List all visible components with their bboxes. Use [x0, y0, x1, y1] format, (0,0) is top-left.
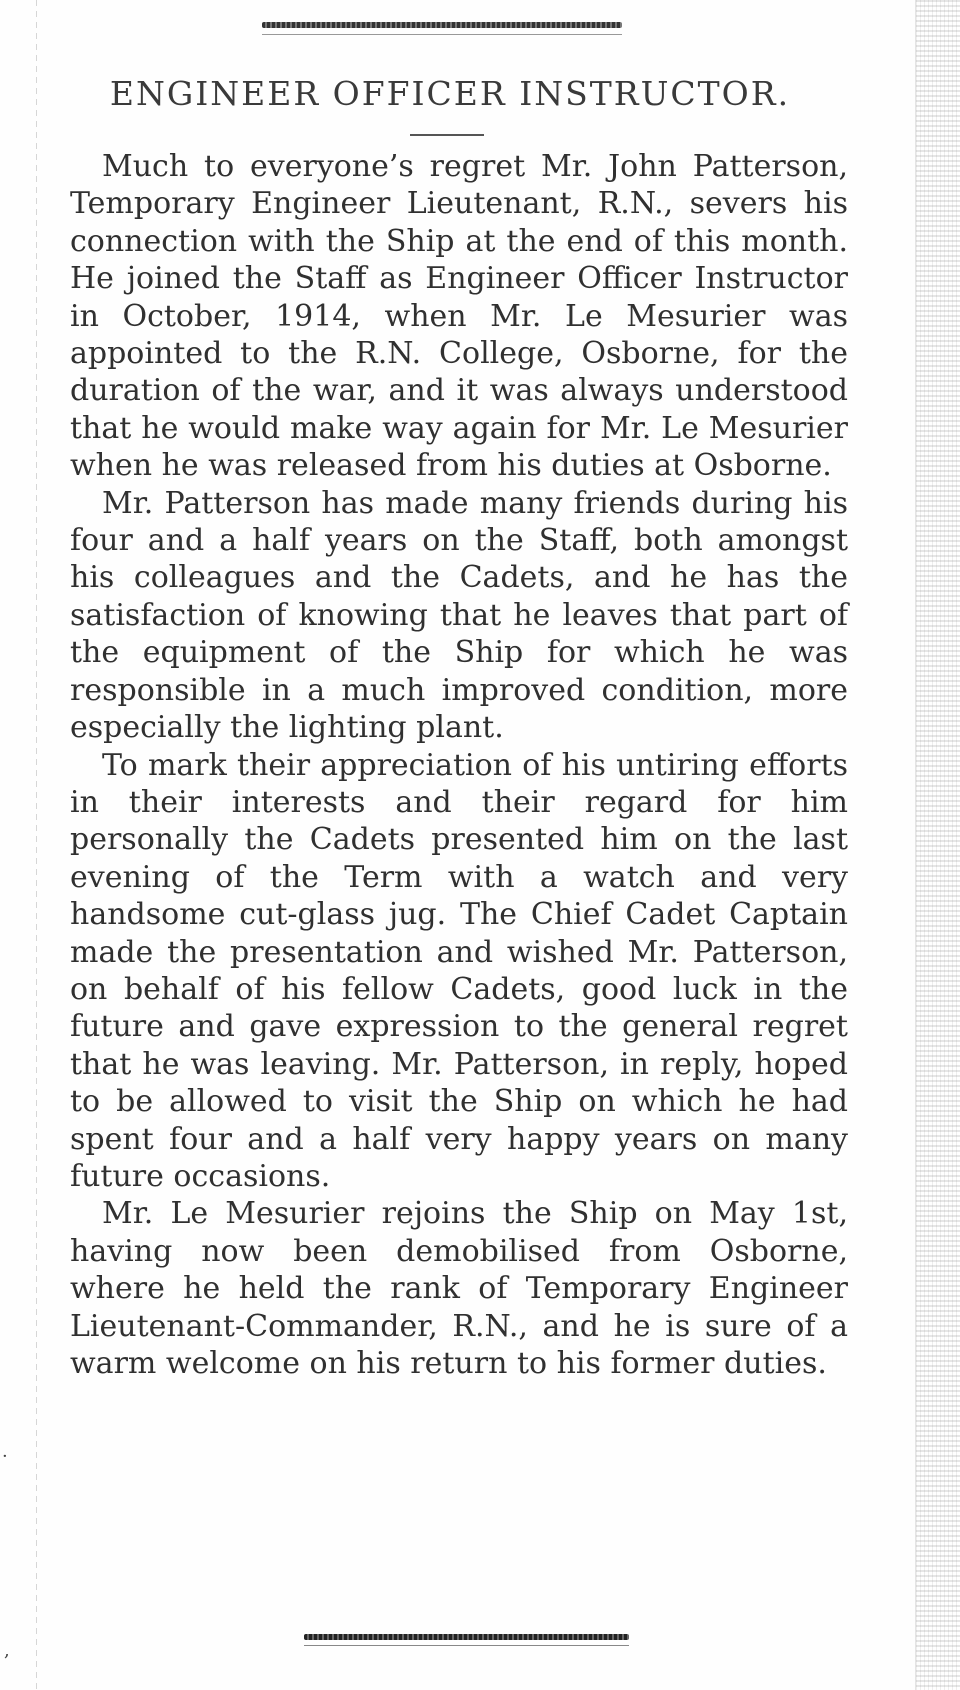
article-title: ENGINEER OFFICER INSTRUCTOR. [109, 74, 791, 113]
article-paragraph-2: Mr. Patterson has made many friends during his four and a half years on the Staff, both amongst his colleagues and the Cadets, and he has the satisfaction of knowing that he leaves that part of the equipment of the Ship for which he was responsible in a much improved condition, more especially the lighting plant. [70, 485, 848, 746]
article-paragraph-4: Mr. Le Mesurier rejoins the Ship on May 1st, having now been demobilised from Osborne, where he held the rank of Temporary Engineer Lieutenant-Commander, R.N., and he is sure of a warm welcome on his return to his former duties. [70, 1196, 848, 1381]
title-underline-rule [410, 134, 484, 136]
bottom-divider-thin-rule [304, 1645, 629, 1646]
top-divider-thin-rule [262, 34, 622, 35]
article-body [70, 148, 848, 1382]
column-guide-line [36, 0, 37, 1690]
margin-comma-mark: , [4, 1640, 10, 1661]
article-paragraph-3: To mark their appreciation of his untiring efforts in their interests and their regard for him personally the Cadets presented him on the last evening of the Term with a watch and very handsome cut-glass jug. The Chief Cadet Captain made the presentation and wished Mr. Patterson, on behalf of his fellow Cadets, good luck in the future and gave expression to the general regret that he was leaving. Mr. Patterson, in reply, hoped to be allowed to visit the Ship on which he had spent four and a half very happy years on many future occasions. [70, 747, 848, 1194]
bottom-divider-rule [304, 1634, 629, 1640]
scanned-page-edge [916, 0, 960, 1690]
margin-speck-mark: · [2, 1446, 8, 1467]
article-paragraph-1: Much to everyone’s regret Mr. John Patterson, Temporary Engineer Lieutenant, R.N., severs his connection with the Ship at the end of this month. He joined the Staff as Engineer Officer Instructor in October, 1914, when Mr. Le Mesurier was appointed to the R.N. College, Osborne, for the duration of the war, and it was always understood that he would make way again for Mr. Le Mesurier when he was released from his duties at Osborne. [70, 149, 848, 484]
top-divider-rule [262, 22, 622, 28]
